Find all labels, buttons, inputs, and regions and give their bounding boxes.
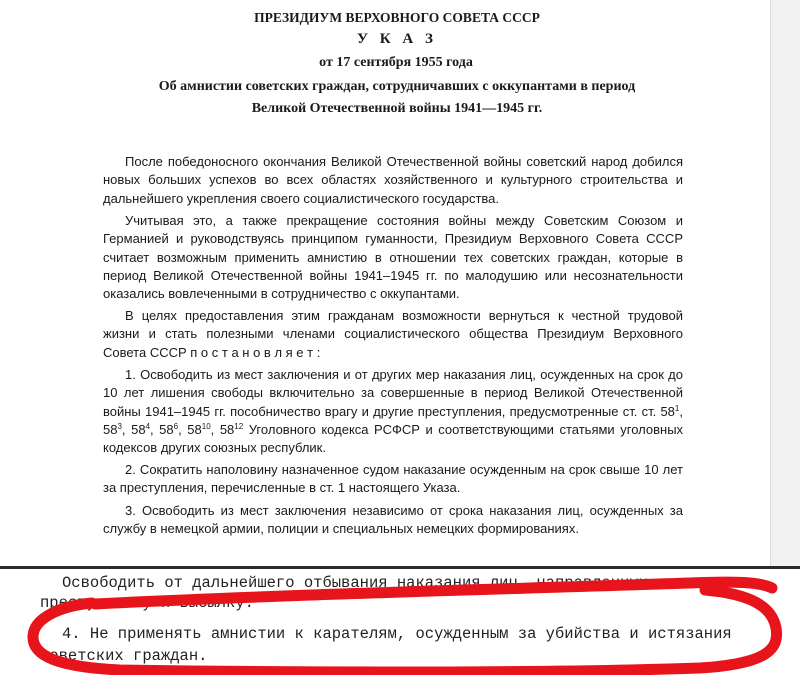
text-segment: , 58 xyxy=(210,421,235,437)
superscript: 1 xyxy=(674,403,680,413)
paragraph-text: В целях предоставления этим гражданам возможности вернуться к честной трудовой жизни и стать полезными членами социалистического общества Президиум Верховного Совета СССР п о с т а н о в л я е т : xyxy=(103,308,683,360)
paragraph-text xyxy=(103,366,683,457)
paragraph-article-1 xyxy=(103,366,683,457)
text-segment: , 58 xyxy=(103,403,683,437)
text-segment: , 58 xyxy=(178,421,202,437)
paragraph-considering xyxy=(103,212,683,303)
text-segment: , 58 xyxy=(121,421,146,437)
header-type: У К А З xyxy=(357,31,437,47)
paragraph-preamble xyxy=(103,153,683,208)
paragraph-article-2 xyxy=(103,461,683,498)
superscript: 10 xyxy=(201,421,211,431)
lower-text-line2: престу ...ку и высылку. xyxy=(40,594,254,612)
superscript: 3 xyxy=(117,421,122,431)
header-title-line2: Великой Отечественной войны 1941—1945 гг. xyxy=(251,101,543,116)
superscript: 4 xyxy=(145,421,151,431)
text-segment: 1. Освободить из мест заключения и от других мер наказания лиц, осужденных на срок до 10 лет лишения свободы включительно за совершенные в период Великой Отечественной войны 1941–1945 гг. пособничество врагу и другие преступления, предусмотренные ст. ст. 58 xyxy=(103,367,683,419)
paragraph-text: 2. Сократить наполовину назначенное судом наказание осужденным на срок свыше 10 лет за преступления, перечисленные в ст. 1 настоящего Указа. xyxy=(103,462,683,496)
crop-divider xyxy=(0,566,800,569)
header-org: ПРЕЗИДИУМ ВЕРХОВНОГО СОВЕТА СССР xyxy=(254,10,540,25)
lower-text-article-4: 4. Не применять амнистии к карателям, осужденным за убийства и истязания xyxy=(62,625,732,643)
paragraph-article-3 xyxy=(103,502,683,539)
header-title-line1: Об амнистии советских граждан, сотрудничавших с оккупантами в период xyxy=(158,79,636,94)
superscript: 12 xyxy=(234,421,244,431)
lower-text-line1: Освободить от дальнейшего отбывания наказания лиц, направленных за такие xyxy=(62,574,732,592)
lower-text-line4: советских граждан. xyxy=(40,647,208,665)
paragraph-text: Учитывая это, а также прекращение состояния войны между Советским Союзом и Германией и руководствуясь принципом гуманности, Президиум Верховного Совета СССР считает возможным применить амнистию в отношении тех советских граждан, которые в период Великой Отечественной войны 1941–1945 гг. по малодушию или несознательности оказались вовлеченными в сотрудничество с оккупантами. xyxy=(103,213,683,302)
paragraph-text: После победоносного окончания Великой Отечественной войны советский народ добился новых больших успехов во всех областях хозяйственного и культурного строительства и дальнейшего укрепления своего социалистического государства. xyxy=(103,154,683,206)
text-segment: Уголовного кодекса РСФСР и соответствующими статьями уголовных кодексов других союзных республик. xyxy=(103,421,684,456)
header-date: от 17 сентября 1955 года xyxy=(319,55,473,70)
paragraph-resolves xyxy=(103,307,683,362)
paragraph-text: 3. Освободить из мест заключения независимо от срока наказания лиц, осужденных за службу в немецкой армии, полиции и специальных немецких формированиях. xyxy=(103,503,683,537)
text-segment: , 58 xyxy=(150,421,174,437)
superscript: 6 xyxy=(173,421,179,431)
